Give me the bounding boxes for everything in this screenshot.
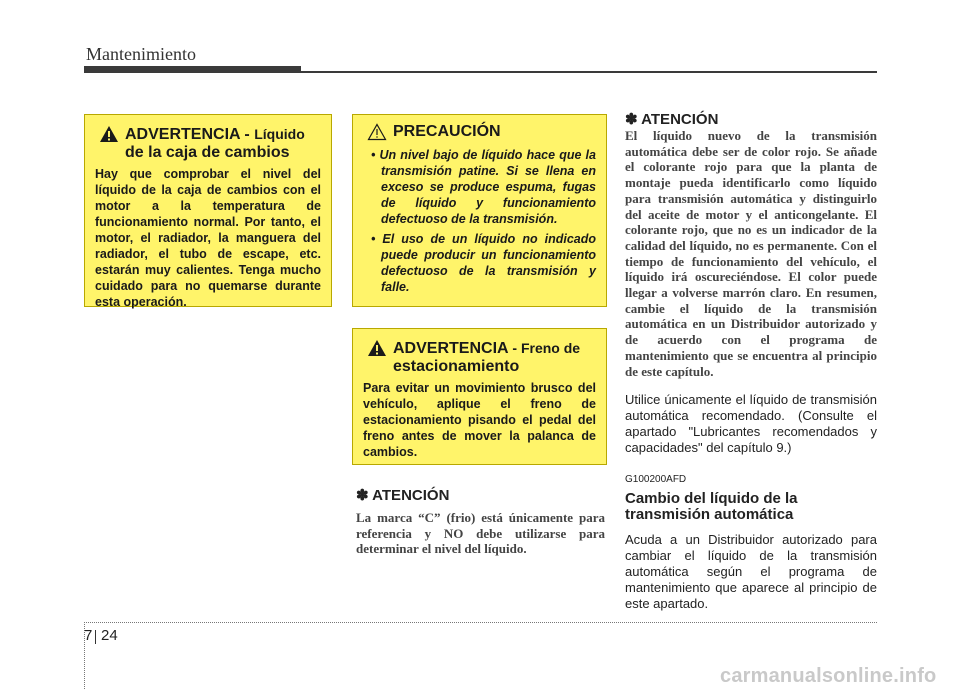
- precaution-title: [367, 123, 596, 141]
- warning-title: [367, 339, 596, 358]
- precaution-list: [363, 147, 596, 295]
- attention-body: La marca “C” (frio) está únicamente para referencia y NO debe utilizarse para determinar el nivel del líquido.: [356, 510, 605, 557]
- precaution-box: [352, 114, 607, 307]
- attention-paragraph-2: Utilice únicamente el líquido de transmisión automática recomendado. (Consulte el apartado "Lubricantes recomendados y capacidades" del capítulo 9.): [625, 392, 877, 456]
- warning-triangle-icon: [367, 339, 387, 357]
- section-code: G100200AFD: [625, 474, 687, 486]
- header-rule-thick: [84, 66, 301, 73]
- precaution-item: • Un nivel bajo de líquido hace que la transmisión patine. Si se llena en exceso se produce espuma, fugas de líquido y funcionamiento defectuoso de la transmisión.: [371, 148, 596, 226]
- warning-title-main: ADVERTENCIA -: [125, 126, 250, 143]
- attention-heading: ✽ ATENCIÓN: [356, 487, 450, 504]
- warning-body: Para evitar un movimiento brusco del vehículo, aplique el freno de estacionamiento pisando el pedal del freno antes de mover la palanca de cambios.: [363, 381, 596, 459]
- section-number: 7: [84, 627, 93, 644]
- warning-title-sub: Líquido: [254, 126, 305, 142]
- warning-body: Hay que comprobar el nivel del líquido de la caja de cambios con el motor a la temperatura de funcionamiento normal. Por tanto, el motor, el radiador, la manguera del radiador, el tubo de escape, etc. estarán muy calientes. Tenga mucho cuidado para no quemarse durante esta operación.: [95, 167, 321, 309]
- warning-title-line2: de la caja de cambios: [125, 144, 290, 161]
- attention-heading: ✽ ATENCIÓN: [625, 111, 719, 128]
- warning-title-main: ADVERTENCIA: [393, 340, 508, 357]
- warning-title-line2: estacionamiento: [393, 358, 520, 375]
- header-title: Mantenimiento: [86, 44, 196, 64]
- section-body: Acuda a un Distribuidor autorizado para cambiar el líquido de la transmisión automática según el programa de mantenimiento que aparece al principio de este apartado.: [625, 532, 877, 612]
- caution-triangle-icon: [367, 123, 387, 141]
- warning-box-transmission-fluid: [84, 114, 332, 307]
- attention-body: El líquido nuevo de la transmisión automática debe ser de color rojo. Se añade el colorante rojo para que la planta de montaje pueda identificarlo como líquido para transmisión automática y distinguirlo del aceite de motor y el anticongelante. El colorante rojo, que no es un indicador de la calidad del líquido, no es permanente. Con el tiempo de funcionamiento del vehículo, el líquido irá oscureciéndose. El color puede llegar a volverse marrón claro. En resumen, cambie el líquido de la transmisión automática en un Distribuidor autorizado y de acuerdo con el programa de mantenimiento que se encuentra al principio de este capítulo.: [625, 128, 877, 379]
- section-title: Cambio del líquido de la transmisión automática: [625, 490, 798, 524]
- right-column: [625, 110, 877, 612]
- warning-box-parking-brake: [352, 328, 607, 465]
- footer-rule: [84, 622, 877, 624]
- precaution-title-text: PRECAUCIÓN: [393, 123, 501, 140]
- page-number-divider: [95, 630, 96, 644]
- attention-c-block: [356, 486, 605, 557]
- warning-title-sub: - Freno de: [512, 340, 581, 356]
- page-number: 24: [101, 627, 118, 644]
- precaution-item: • El uso de un líquido no indicado puede producir un funcionamiento defectuoso de la transmisión y falle.: [371, 232, 596, 294]
- warning-title: [99, 125, 321, 144]
- warning-triangle-icon: [99, 125, 119, 143]
- watermark: carmanualsonline.info: [720, 665, 937, 687]
- header-rule-thin: [301, 71, 877, 73]
